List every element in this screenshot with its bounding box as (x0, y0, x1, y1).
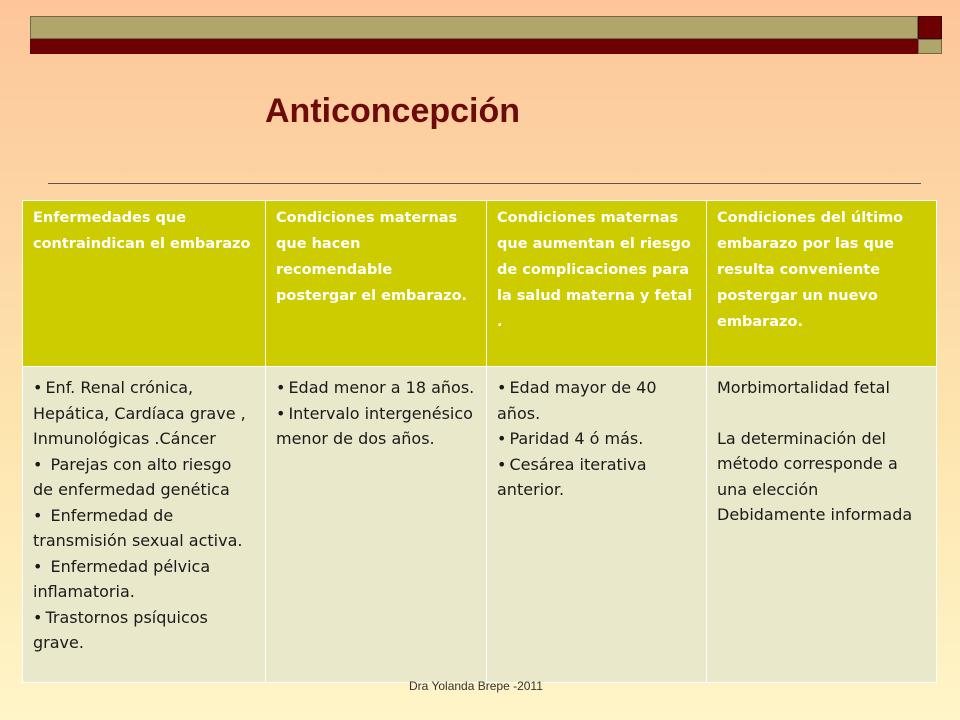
list-item: • Paridad 4 ó más. (497, 426, 696, 452)
header-cell-contraindications: Enfermedades que contraindican el embarazo (23, 201, 266, 367)
header-cell-postpone-conditions: Condiciones maternas que hacen recomendable postergar el embarazo. (266, 201, 487, 367)
list-item: • Edad menor a 18 años. (276, 375, 476, 401)
footer-credit: Dra Yolanda Brepe -2011 (409, 679, 543, 693)
list-item: • Trastornos psíquicos grave. (33, 605, 255, 656)
list-item: • Enf. Renal crónica, Hepática, Cardíaca grave , Inmunológicas .Cáncer (33, 375, 255, 452)
body-cell-risk-conditions (487, 367, 707, 683)
body-cell-contraindications (23, 367, 266, 683)
risk-conditions-list (497, 375, 696, 503)
list-item: • Intervalo intergenésico menor de dos años. (276, 401, 476, 452)
postpone-conditions-list (276, 375, 476, 452)
header-cell-last-pregnancy: Condiciones del último embarazo por las que resulta conveniente postergar un nuevo embarazo. (707, 201, 937, 367)
header-cell-risk-conditions: Condiciones maternas que aumentan el riesgo de complicaciones para la salud materna y fetal . (487, 201, 707, 367)
list-item: • Enfermedad pélvica inflamatoria. (33, 554, 255, 605)
body-cell-last-pregnancy (707, 367, 937, 683)
list-item: • Parejas con alto riesgo de enfermedad genética (33, 452, 255, 503)
body-cell-postpone-conditions (266, 367, 487, 683)
table-header-row (23, 201, 937, 367)
top-decorative-bar (30, 16, 942, 54)
list-item: • Enfermedad de transmisión sexual activa. (33, 503, 255, 554)
top-bar-red-stripe (30, 39, 918, 54)
list-item: • Edad mayor de 40 años. (497, 375, 696, 426)
top-bar-tan-stripe (30, 16, 918, 39)
title-divider (48, 183, 921, 184)
top-bar-tan-square (918, 39, 942, 54)
last-pregnancy-line: La determinación del método corresponde a una elección Debidamente informada (717, 428, 913, 524)
top-bar-red-square (918, 16, 942, 39)
content-table (22, 200, 937, 683)
last-pregnancy-line: Morbimortalidad fetal (717, 378, 890, 397)
slide-title: Anticoncepción (265, 92, 521, 130)
contraindications-list (33, 375, 255, 656)
table-body-row (23, 367, 937, 683)
list-item: • Cesárea iterativa anterior. (497, 452, 696, 503)
